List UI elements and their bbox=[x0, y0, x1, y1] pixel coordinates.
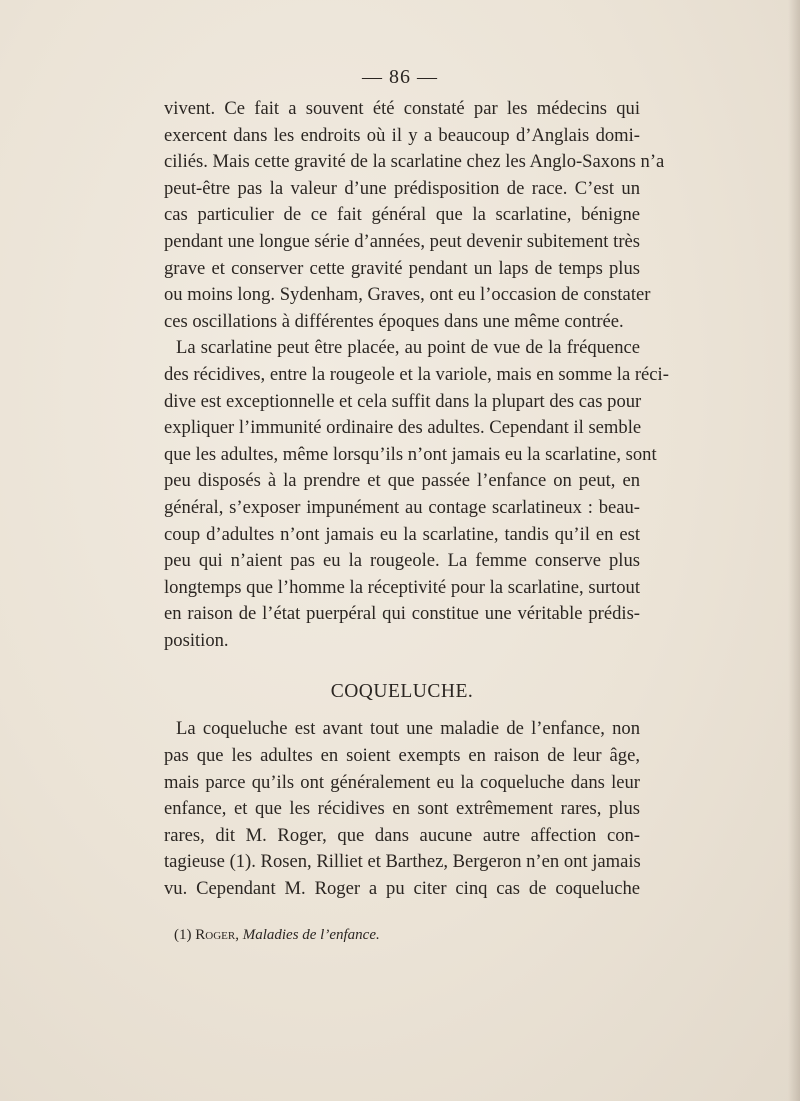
text-block bbox=[164, 96, 669, 945]
text-line: coup d’adultes n’ont jamais eu la scarlatine, tandis qu’il en est bbox=[164, 523, 640, 545]
paragraph-1 bbox=[164, 96, 665, 335]
footnote-title: Maladies de l’enfance. bbox=[242, 926, 380, 943]
text-line: longtemps que l’homme la réceptivité pour la scarlatine, surtout bbox=[164, 576, 640, 598]
text-line: vu. Cependant M. Roger a pu citer cinq cas de coqueluche bbox=[164, 878, 640, 900]
text-line: La scarlatine peut être placée, au point de vue de la fréquence bbox=[176, 337, 640, 359]
text-line: en raison de l’état puerpéral qui constitue une véritable prédis- bbox=[164, 603, 640, 625]
page-number: — 86 — bbox=[362, 66, 438, 88]
paragraph-3 bbox=[164, 716, 640, 902]
text-line: exercent dans les endroits où il y a beaucoup d’Anglais domi- bbox=[164, 124, 640, 146]
text-line: peut-être pas la valeur d’une prédisposition de race. C’est un bbox=[164, 177, 640, 199]
paragraph-2 bbox=[164, 335, 669, 654]
text-line: général, s’exposer impunément au contage scarlatineux : beau- bbox=[164, 496, 640, 518]
text-line: pas que les adultes en soient exempts en raison de leur âge, bbox=[164, 745, 640, 767]
text-line: ciliés. Mais cette gravité de la scarlatine chez les Anglo-Saxons n’a bbox=[164, 151, 665, 173]
text-line: rares, dit M. Roger, que dans aucune autre affection con- bbox=[164, 824, 640, 846]
footnote-author: Roger, bbox=[195, 926, 239, 943]
text-line: La coqueluche est avant tout une maladie de l’enfance, non bbox=[176, 718, 640, 740]
text-line: des récidives, entre la rougeole et la variole, mais en somme la réci- bbox=[164, 363, 669, 385]
text-line: cas particulier de ce fait général que la scarlatine, bénigne bbox=[164, 204, 640, 226]
text-line: enfance, et que les récidives en sont extrêmement rares, plus bbox=[164, 798, 640, 820]
text-line: pendant une longue série d’années, peut devenir subitement très bbox=[164, 230, 640, 252]
section-heading: COQUELUCHE. bbox=[330, 681, 474, 703]
text-line: grave et conserver cette gravité pendant un laps de temps plus bbox=[164, 257, 640, 279]
text-line: mais parce qu’ils ont généralement eu la coqueluche dans leur bbox=[164, 771, 640, 793]
text-line: expliquer l’immunité ordinaire des adultes. Cependant il semble bbox=[164, 417, 642, 439]
text-line: peu disposés à la prendre et que passée l’enfance on peut, en bbox=[164, 470, 640, 492]
text-line: position. bbox=[164, 629, 229, 651]
footnote-marker: (1) bbox=[174, 926, 192, 943]
text-line: que les adultes, même lorsqu’ils n’ont jamais eu la scarlatine, sont bbox=[164, 443, 657, 465]
text-line: ces oscillations à différentes époques dans une même contrée. bbox=[164, 310, 624, 332]
text-line: dive est exceptionnelle et cela suffit dans la plupart des cas pour bbox=[164, 390, 642, 412]
text-line: peu qui n’aient pas eu la rougeole. La femme conserve plus bbox=[164, 550, 640, 572]
page-edge-shadow bbox=[788, 0, 800, 1101]
text-line: ou moins long. Sydenham, Graves, ont eu l’occasion de constater bbox=[164, 284, 651, 306]
text-line: vivent. Ce fait a souvent été constaté par les médecins qui bbox=[164, 98, 640, 119]
footnote bbox=[164, 925, 640, 945]
text-line: tagieuse (1). Rosen, Rilliet et Barthez, Bergeron n’en ont jamais bbox=[164, 851, 641, 873]
